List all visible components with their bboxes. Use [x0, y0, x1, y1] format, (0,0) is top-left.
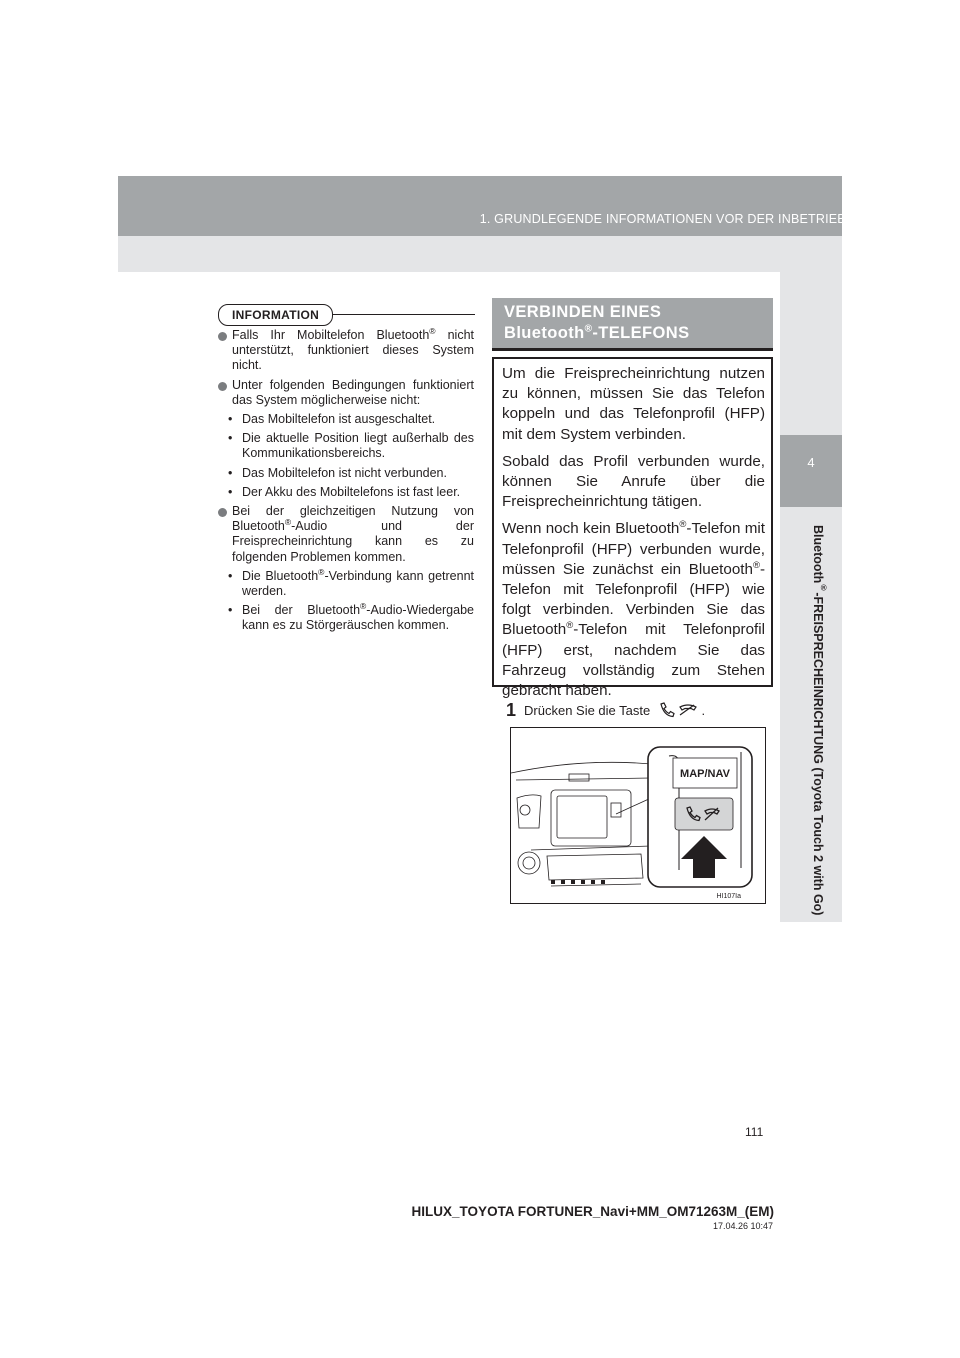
map-nav-label: MAP/NAV: [680, 768, 730, 780]
info-subitem: • Die Bluetooth®-Verbindung kann getrennt werden.: [228, 566, 474, 599]
figure-code: HI107Ia: [716, 893, 741, 900]
info-content: [218, 325, 474, 638]
chapter-number: 4: [807, 455, 815, 470]
info-subitem: • Bei der Bluetooth®-Audio-Wiedergabe kann es zu Störgeräuschen kommen.: [228, 601, 474, 633]
section-rule: [492, 348, 773, 351]
section-heading: VERBINDEN EINES Bluetooth®-TELEFONS: [492, 298, 773, 348]
paragraph: Sobald das Profil verbunden wurde, können Sie Anrufe über die Freisprecheinrichtung tätigen.: [502, 452, 765, 511]
header-title: 1. GRUNDLEGENDE INFORMATIONEN VOR DER INBETRIEBNAHME: [479, 212, 892, 226]
document-id: HILUX_TOYOTA FORTUNER_Navi+MM_OM71263M_(EM): [411, 1204, 774, 1219]
page-number: 111: [745, 1125, 764, 1139]
info-subitem: • Der Akku des Mobiltelefons ist fast leer.: [228, 484, 461, 499]
chapter-title: Bluetooth®-FREISPRECHEINRICHTUNG (Toyota Touch 2 with Go): [811, 525, 829, 916]
phone-button-icon: [658, 702, 698, 718]
step-1: 1 Drücken Sie die Taste .: [506, 700, 706, 720]
dashboard-figure: [510, 727, 766, 904]
info-bullet: Bei der gleichzeitigen Nutzung von Bluetooth®-Audio und der Freisprecheinrichtung kann es zu folgenden Problemen kommen. • Die Bluetooth®-Verbindung kann getrennt werden. • Bei der Bluetooth®-Audio-Wiedergabe kann es zu Störgeräuschen kommen.: [218, 504, 474, 634]
info-subitem: • Das Mobiltelefon ist nicht verbunden.: [228, 465, 447, 480]
info-subitem: • Die aktuelle Position liegt außerhalb des Kommunikationsbereichs.: [228, 431, 474, 461]
info-bullet: Falls Ihr Mobiltelefon Bluetooth® nicht unterstützt, funktioniert dieses System nicht.: [218, 328, 474, 374]
bullet-dot-icon: [218, 332, 227, 341]
section-body: [492, 357, 773, 700]
paragraph: Um die Freisprecheinrichtung nutzen zu können, müssen Sie das Telefon koppeln und das Telefonprofil (HFP) mit dem System verbinden.: [502, 365, 765, 443]
bullet-dot-icon: [218, 508, 227, 517]
print-timestamp: 17.04.26 10:47: [712, 1221, 773, 1231]
step-number: 1: [506, 700, 517, 720]
bullet-dot-icon: [218, 382, 227, 391]
chapter-tab: [780, 435, 842, 507]
step-text: Drücken Sie die Taste: [524, 703, 651, 718]
paragraph: Wenn noch kein Bluetooth®-Telefon mit Telefonprofil (HFP) verbunden wurde, müssen Sie zunächst ein Bluetooth®-Telefon mit Telefonprofil (HFP) wie folgt verbinden. Verbinden Sie das Bluetooth®-Telefon mit Telefonprofil (HFP) erst, nachdem Sie das Fahrzeug vollständig zum Stehen gebracht haben.: [502, 519, 766, 700]
info-bullet: Unter folgenden Bedingungen funktioniert das System möglicherweise nicht: • Das Mobiltelefon ist ausgeschaltet. • Die aktuelle Position liegt außerhalb des Kommunikationsbereichs. • Das Mobiltelefon ist nicht verbunden. • Der Akku des Mobiltelefons ist fast leer.: [218, 378, 474, 500]
info-subitem: • Das Mobiltelefon ist ausgeschaltet.: [228, 412, 436, 427]
info-label: INFORMATION: [218, 304, 333, 326]
